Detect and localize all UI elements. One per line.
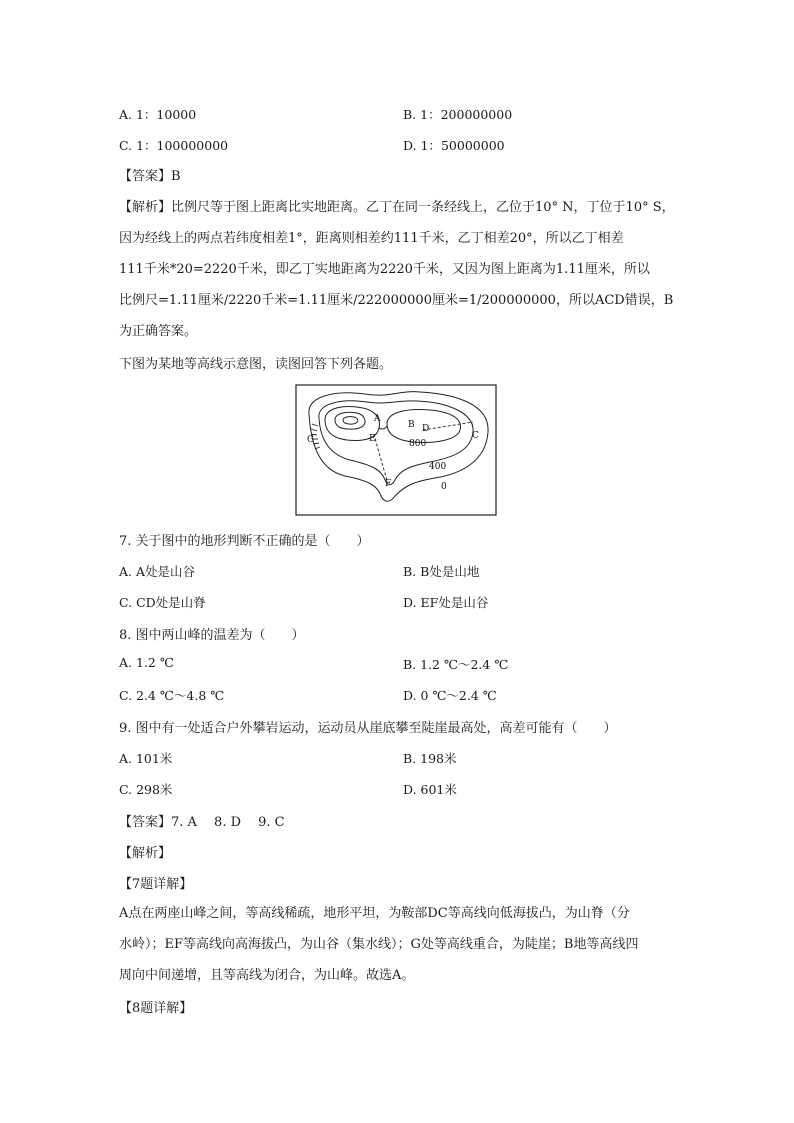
q8-detail-heading: 【8题详解】 bbox=[119, 1001, 193, 1016]
intro-text: 下图为某地等高线示意图，读图回答下列各题。 bbox=[119, 357, 393, 372]
q6-answer: 【答案】B bbox=[119, 169, 181, 184]
q8-option-a: A. 1.2 ℃ bbox=[119, 655, 174, 670]
q6-analysis-line: 比例尺=1.11厘米/2220千米=1.11厘米/222000000厘米=1/200000000，所以ACD错误，B bbox=[119, 293, 674, 308]
q6-analysis-line: 因为经线上的两点若纬度相差1°，距离则相差约111千米，乙丁相差20°，所以乙丁相差 bbox=[119, 231, 624, 246]
q9-option-b: B. 198米 bbox=[403, 751, 457, 766]
q7-detail-heading: 【7题详解】 bbox=[119, 877, 193, 892]
q7-option-d: D. EF处是山谷 bbox=[403, 595, 489, 610]
q8-option-b: B. 1.2 ℃～2.4 ℃ bbox=[403, 657, 509, 672]
q8-stem: 8. 图中两山峰的温差为（ ） bbox=[119, 628, 305, 643]
q7-detail-line: 水岭）；EF等高线向高海拔凸，为山谷（集水线）；G处等高线重合，为陡崖；B地等高线四 bbox=[119, 937, 639, 952]
q7-stem: 7. 关于图中的地形判断不正确的是（ ） bbox=[119, 534, 370, 549]
q7-option-c: C. CD处是山脊 bbox=[119, 595, 206, 610]
q6-analysis-line: 为正确答案。 bbox=[119, 324, 198, 339]
q6-option-a: A. 1：10000 bbox=[119, 107, 197, 122]
q9-option-a: A. 101米 bbox=[119, 751, 173, 766]
map-label-800: 800 bbox=[409, 439, 427, 449]
map-label-b: B bbox=[408, 420, 415, 430]
q6-option-d: D. 1：50000000 bbox=[403, 138, 505, 153]
q9-stem: 9. 图中有一处适合户外攀岩运动，运动员从崖底攀至陡崖最高处，高差可能有（ ） bbox=[119, 721, 617, 736]
q6-option-c: C. 1：100000000 bbox=[119, 138, 229, 153]
q9-option-c: C. 298米 bbox=[119, 782, 173, 797]
map-label-d: D bbox=[422, 424, 430, 434]
map-label-400: 400 bbox=[429, 462, 447, 472]
contour-map-svg bbox=[295, 384, 497, 516]
q9-option-d: D. 601米 bbox=[403, 782, 457, 797]
q7-option-a: A. A处是山谷 bbox=[119, 564, 196, 579]
q7-detail-line: A点在两座山峰之间，等高线稀疏，地形平坦，为鞍部DC等高线向低海拔凸，为山脊（分 bbox=[119, 906, 630, 921]
map-label-c: C bbox=[472, 431, 479, 441]
map-label-a: A bbox=[374, 414, 381, 424]
analysis-heading: 【解析】 bbox=[119, 846, 172, 861]
q6-analysis-line: 【解析】比例尺等于图上距离比实地距离。乙丁在同一条经线上，乙位于10° N，丁位于10° S， bbox=[119, 200, 675, 215]
map-label-f: F bbox=[385, 479, 392, 489]
map-label-g: G bbox=[307, 435, 315, 445]
q7-detail-text bbox=[119, 898, 684, 991]
map-label-e: E bbox=[369, 434, 376, 444]
q6-option-b: B. 1：200000000 bbox=[403, 107, 513, 122]
contour-map bbox=[295, 384, 497, 516]
answers-7-9: 【答案】7. A 8. D 9. C bbox=[119, 815, 285, 830]
q8-option-d: D. 0 ℃～2.4 ℃ bbox=[403, 688, 497, 703]
map-label-0: 0 bbox=[441, 482, 447, 492]
q6-analysis bbox=[119, 192, 684, 347]
q8-option-c: C. 2.4 ℃～4.8 ℃ bbox=[119, 688, 225, 703]
q7-detail-line: 周向中间递增，且等高线为闭合，为山峰。故选A。 bbox=[119, 968, 415, 983]
q7-option-b: B. B处是山地 bbox=[403, 564, 480, 579]
q6-analysis-line: 111千米*20=2220千米，即乙丁实地距离为2220千米，又因为图上距离为1.11厘米，所以 bbox=[119, 262, 650, 277]
